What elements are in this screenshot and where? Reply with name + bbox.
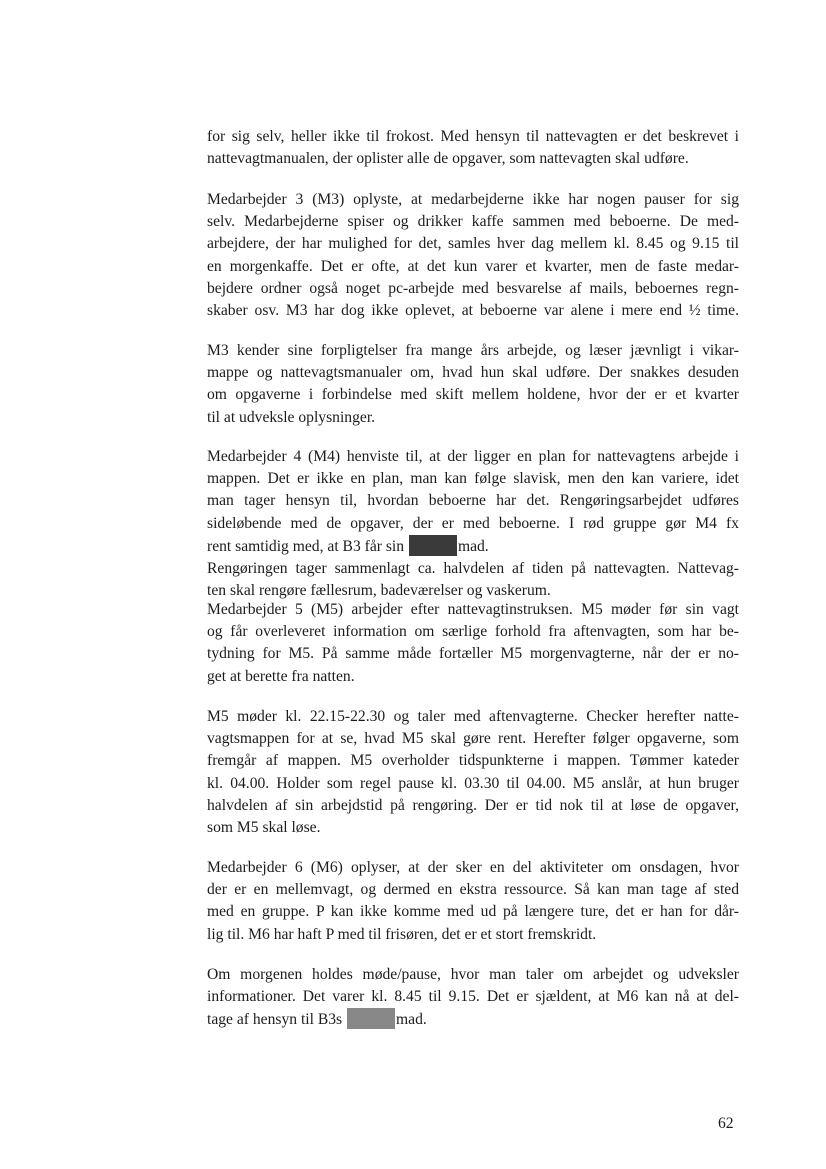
text-line: halvdelen af sin arbejdstid på rengøring. Der er tid nok til at løse de opgaver, [207, 796, 739, 814]
text-line: M5 møder kl. 22.15-22.30 og taler med aftenvagterne. Checker herefter natte- [207, 708, 739, 725]
text-line: for sig selv, heller ikke til frokost. Med hensyn til nattevagten er det beskrevet i [207, 128, 739, 145]
text-fragment: rent samtidig med, at B3 får sin [207, 537, 408, 555]
text-line: om opgaverne i forbindelse med skift mellem holdene, hvor der er et kvarter [207, 386, 739, 404]
text-line: M3 kender sine forpligtelser fra mange års arbejde, og læser jævnligt i vikar- [207, 342, 739, 359]
text-line: get at berette fra natten. [207, 667, 355, 685]
text-line: Rengøringen tager sammenlagt ca. halvdelen af tiden på nattevagten. Nattevag- [207, 560, 739, 578]
text-line: man tager hensyn til, hvordan beboerne har det. Rengøringsarbejdet udføres [207, 492, 739, 510]
paragraph-8 [207, 964, 739, 1032]
text-line: ten skal rengøre fællesrum, badeværelser og vaskerum. [207, 582, 551, 600]
text-line: der er en mellemvagt, og dermed en ekstra ressource. Så kan man tage af sted [207, 881, 739, 899]
paragraph-2 [207, 189, 739, 322]
text-line: fremgår af mappen. M5 overholder tidspunkterne i mappen. Tømmer kateder [207, 752, 739, 770]
text-line: arbejdere, der har mulighed for det, samles hver dag mellem kl. 8.45 og 9.15 til [207, 235, 739, 253]
text-line: Om morgenen holdes møde/pause, hvor man taler om arbejdet og udveksler [207, 966, 739, 983]
paragraph-1 [207, 126, 739, 170]
text-line: med en gruppe. P kan ikke komme med ud på længere ture, det er han for dår- [207, 903, 739, 921]
text-line-redacted [207, 1008, 739, 1031]
paragraph-6 [207, 706, 739, 839]
paragraph-7 [207, 857, 739, 946]
paragraph-5 [207, 599, 739, 688]
text-line: mappe og nattevagtsmanualer om, hvad hun skal udføre. Der snakkes desuden [207, 364, 739, 382]
text-line-redacted [207, 535, 739, 558]
text-line: Medarbejder 4 (M4) henviste til, at der ligger en plan for nattevagtens arbejde i [207, 448, 739, 465]
text-line: sideløbende med de opgaver, der er med beboerne. I rød gruppe gør M4 fx [207, 514, 739, 532]
text-line: Medarbejder 5 (M5) arbejder efter nattevagtinstruksen. M5 møder før sin vagt [207, 601, 739, 618]
text-fragment: tage af hensyn til B3s [207, 1011, 347, 1029]
redaction-box [409, 535, 457, 556]
text-line: skaber osv. M3 har dog ikke oplevet, at beboerne var alene i mere end ½ time. [207, 302, 739, 320]
text-line: Medarbejder 3 (M3) oplyste, at medarbejderne ikke har nogen pauser for sig [207, 191, 739, 208]
text-line: selv. Medarbejderne spiser og drikker kaffe sammen med beboerne. De med- [207, 213, 739, 231]
text-line: og får overleveret information om særlige forhold fra aftenvagten, som har be- [207, 623, 739, 641]
paragraph-4 [207, 446, 739, 602]
text-line: tydning for M5. På samme måde fortæller M5 morgenvagterne, når der er no- [207, 645, 739, 663]
redaction-box [347, 1008, 395, 1029]
text-line: en morgenkaffe. Det er ofte, at det kun varer et kvarter, men de faste medar- [207, 257, 739, 275]
text-fragment: mad. [396, 1011, 427, 1029]
text-line: bejdere ordner også noget pc-arbejde med besvarelse af mails, beboernes regn- [207, 279, 739, 297]
text-line: vagtsmappen for at se, hvad M5 skal gøre rent. Herefter følger opgaverne, som [207, 730, 739, 748]
text-line: lig til. M6 har haft P med til frisøren, det er et stort fremskridt. [207, 925, 597, 943]
page-number: 62 [718, 1115, 734, 1132]
text-line: nattevagtmanualen, der oplister alle de opgaver, som nattevagten skal udføre. [207, 150, 689, 168]
text-line: som M5 skal løse. [207, 819, 321, 837]
text-fragment: mad. [457, 537, 489, 555]
text-line: mappen. Det er ikke en plan, man kan følge slavisk, men den kan variere, idet [207, 470, 739, 488]
text-line: kl. 04.00. Holder som regel pause kl. 03.30 til 04.00. M5 anslår, at hun bruger [207, 774, 739, 792]
text-line: til at udveksle oplysninger. [207, 408, 376, 426]
text-line: Medarbejder 6 (M6) oplyser, at der sker en del aktiviteter om onsdagen, hvor [207, 859, 739, 876]
text-line: informationer. Det varer kl. 8.45 til 9.15. Det er sjældent, at M6 kan nå at del- [207, 988, 739, 1006]
paragraph-3 [207, 340, 739, 429]
